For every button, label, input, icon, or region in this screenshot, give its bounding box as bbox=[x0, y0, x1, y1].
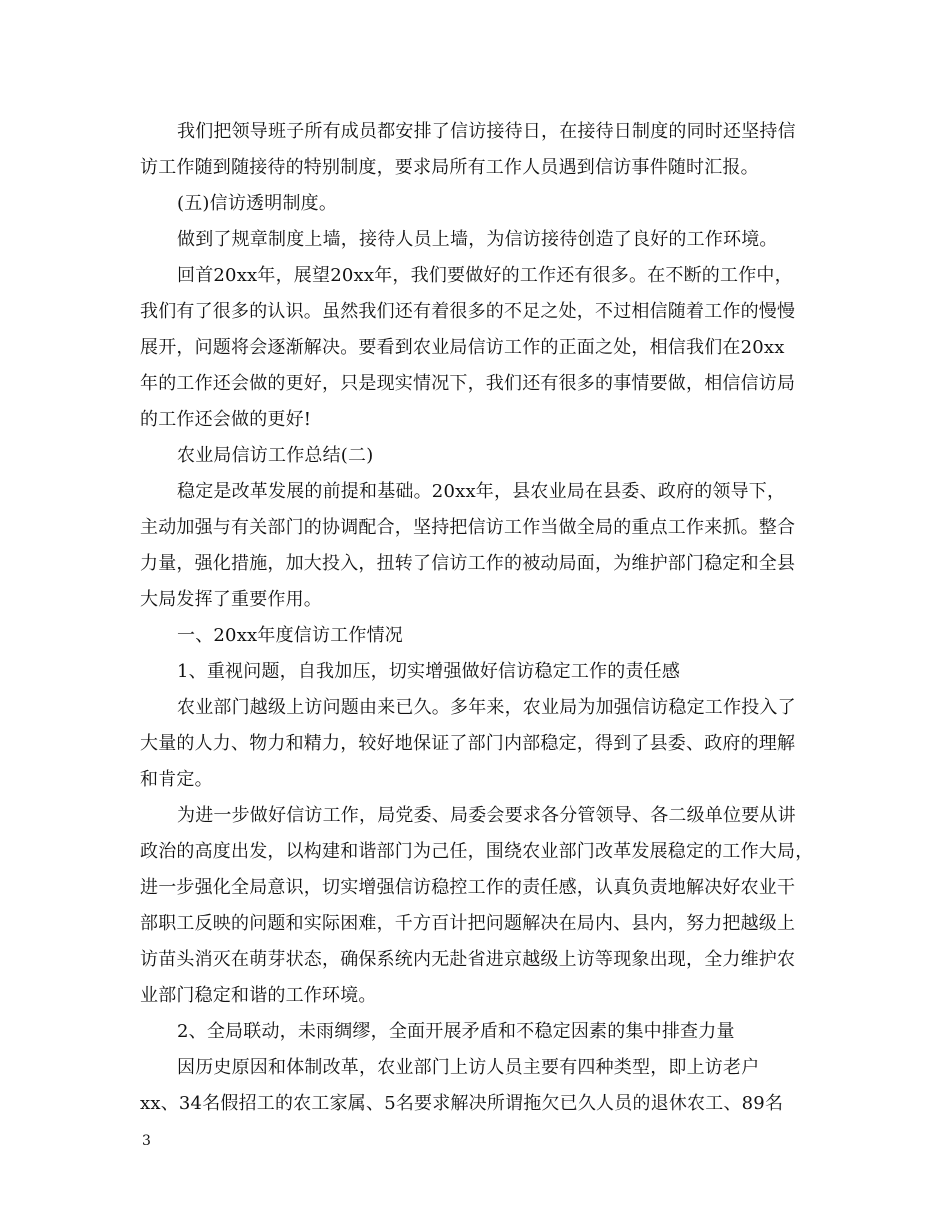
subsection-heading: 2、全局联动，未雨绸缪，全面开展矛盾和不稳定因素的集中排查力量 bbox=[177, 1021, 735, 1042]
text-line: 主动加强与有关部门的协调配合，坚持把信访工作当做全局的重点工作来抓。整合 bbox=[140, 517, 796, 538]
text-line: 回首20xx年，展望20xx年，我们要做好的工作还有很多。在不断的工作中， bbox=[177, 265, 793, 286]
text-line: 我们有了很多的认识。虽然我们还有着很多的不足之处，不过相信随着工作的慢慢 bbox=[140, 301, 796, 322]
text-line: 年的工作还会做的更好，只是现实情况下，我们还有很多的事情要做，相信信访局 bbox=[140, 373, 796, 394]
text-line: 展开，问题将会逐渐解决。要看到农业局信访工作的正面之处，相信我们在20xx bbox=[140, 337, 785, 358]
text-line: 因历史原因和体制改革，农业部门上访人员主要有四种类型，即上访老户 bbox=[177, 1057, 760, 1078]
text-line: 我们把领导班子所有成员都安排了信访接待日，在接待日制度的同时还坚持信 bbox=[177, 121, 796, 142]
text-line: 做到了规章制度上墙，接待人员上墙，为信访接待创造了良好的工作环境。 bbox=[177, 229, 778, 250]
text-line: 业部门稳定和谐的工作环境。 bbox=[140, 985, 377, 1006]
text-line: 的工作还会做的更好! bbox=[140, 409, 312, 430]
text-line: 为进一步做好信访工作，局党委、局委会要求各分管领导、各二级单位要从讲 bbox=[177, 805, 796, 826]
text-line: 大局发挥了重要作用。 bbox=[140, 589, 322, 610]
text-line: 部职工反映的问题和实际困难，千方百计把问题解决在局内、县内，努力把越级上 bbox=[140, 913, 796, 934]
text-line: 农业部门越级上访问题由来已久。多年来，农业局为加强信访稳定工作投入了 bbox=[177, 697, 796, 718]
text-line: 大量的人力、物力和精力，较好地保证了部门内部稳定，得到了县委、政府的理解 bbox=[140, 733, 796, 754]
page-number: 3 bbox=[142, 1133, 151, 1149]
text-line: 稳定是改革发展的前提和基础。20xx年，县农业局在县委、政府的领导下， bbox=[177, 481, 786, 502]
text-line: 访工作随到随接待的特别制度，要求局所有工作人员遇到信访事件随时汇报。 bbox=[140, 157, 759, 178]
subsection-heading: 1、重视问题，自我加压，切实增强做好信访稳定工作的责任感 bbox=[177, 661, 681, 682]
text-line: 访苗头消灭在萌芽状态，确保系统内无赴省进京越级上访等现象出现，全力维护农 bbox=[140, 949, 796, 970]
text-line: xx、34名假招工的农工家属、5名要求解决所谓拖欠已久人员的退休农工、89名 bbox=[140, 1093, 784, 1114]
text-line: 和肯定。 bbox=[140, 769, 213, 790]
text-line: 进一步强化全局意识，切实增强信访稳控工作的责任感，认真负责地解决好农业干 bbox=[140, 877, 796, 898]
text-line: 政治的高度出发，以构建和谐部门为己任，围绕农业部门改革发展稳定的工作大局， bbox=[140, 841, 814, 862]
text-line: (五)信访透明制度。 bbox=[177, 193, 338, 214]
section-heading: 一、20xx年度信访工作情况 bbox=[177, 625, 404, 646]
text-line: 力量，强化措施，加大投入，扭转了信访工作的被动局面，为维护部门稳定和全县 bbox=[140, 553, 796, 574]
section-heading: 农业局信访工作总结(二) bbox=[177, 445, 374, 466]
